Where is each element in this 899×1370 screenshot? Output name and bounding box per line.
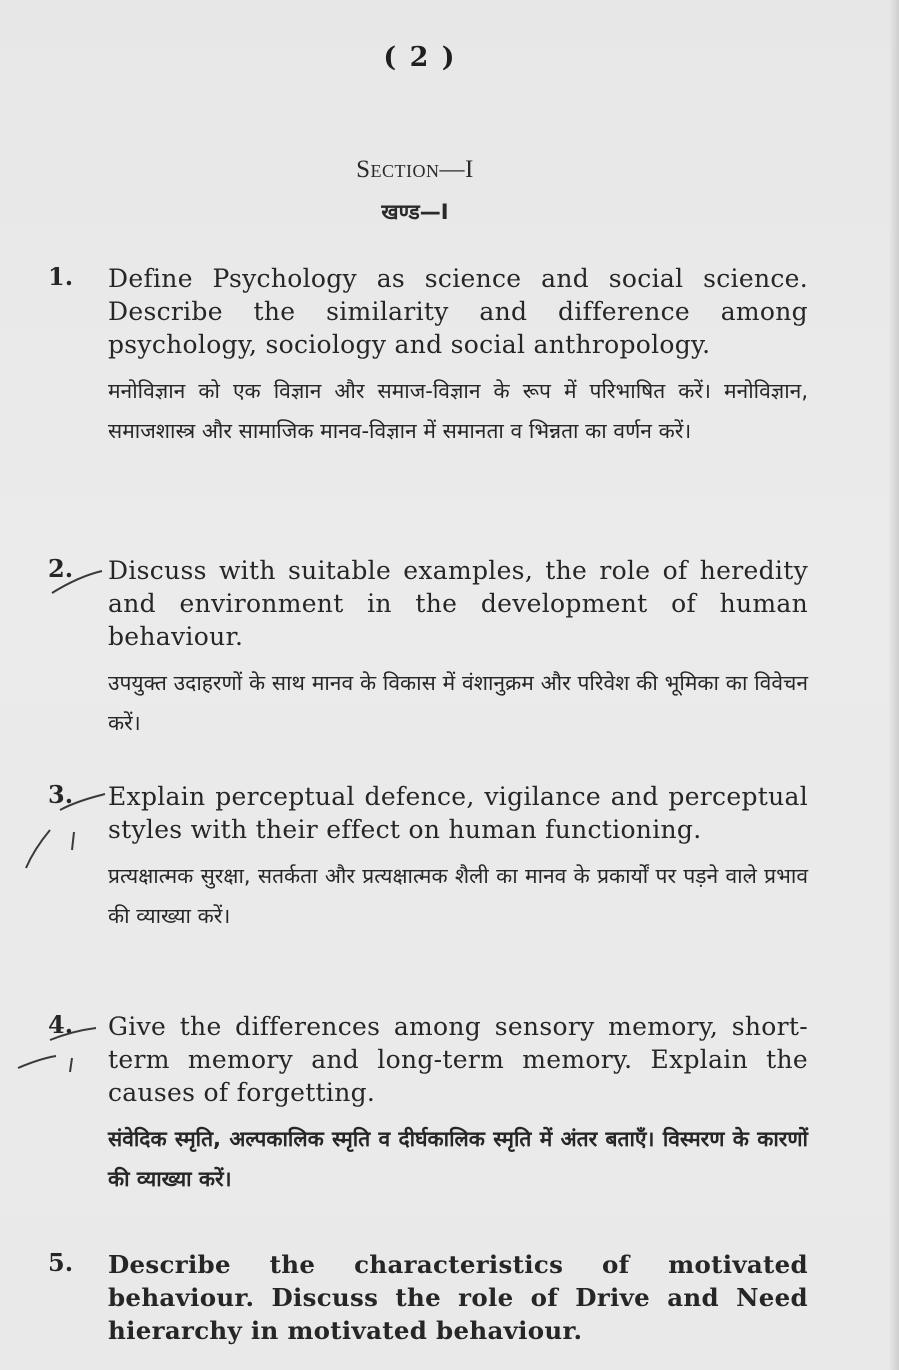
section-title-english: Section—I (356, 156, 474, 183)
page-number: ( 2 ) (383, 42, 457, 73)
question-1 (48, 262, 808, 451)
question-text-hindi: उपयुक्त उदाहरणों के साथ मानव के विकास में वंशानुक्रम और परिवेश की भूमिका का विवेचन करें। (108, 671, 808, 735)
question-text-hindi: संवेदिक स्मृति, अल्पकालिक स्मृति व दीर्घकालिक स्मृति में अंतर बताएँ। विस्मरण के कारणों की व्याख्या करें। (108, 1127, 808, 1191)
question-text-english: Give the differences among sensory memory, short-term memory and long-term memory. Explain the causes of forgetting. (108, 1012, 808, 1107)
question-number: 2. (48, 554, 74, 583)
question-text-hindi: प्रत्यक्षात्मक सुरक्षा, सतर्कता और प्रत्यक्षात्मक शैली का मानव के प्रकार्यों पर पड़ने वाले प्रभाव की व्याख्या करें। (108, 864, 808, 928)
question-text-english: Describe the characteristics of motivated behaviour. Discuss the role of Drive and Need hierarchy in motivated behaviour. (108, 1250, 808, 1345)
question-number: 1. (48, 262, 74, 291)
question-text-english: Discuss with suitable examples, the role of heredity and environment in the development of human behaviour. (108, 556, 808, 651)
question-number: 5. (48, 1248, 74, 1277)
question-text-hindi: मनोविज्ञान को एक विज्ञान और समाज-विज्ञान के रूप में परिभाषित करें। मनोविज्ञान, समाजशास्त्र और सामाजिक मानव-विज्ञान में समानता व भिन्नता का वर्णन करें। (108, 379, 808, 443)
question-text-english: Explain perceptual defence, vigilance and perceptual styles with their effect on human functioning. (108, 782, 808, 844)
question-number: 3. (48, 780, 74, 809)
page-edge-shadow (889, 0, 899, 1370)
question-number: 4. (48, 1010, 74, 1039)
question-2 (48, 554, 808, 743)
section-title-hindi: खण्ड—I (381, 200, 449, 224)
question-5 (48, 1248, 808, 1347)
question-3 (48, 780, 808, 936)
question-4 (48, 1010, 808, 1199)
question-text-english: Define Psychology as science and social science. Describe the similarity and difference among psychology, sociology and social anthropology. (108, 264, 808, 359)
